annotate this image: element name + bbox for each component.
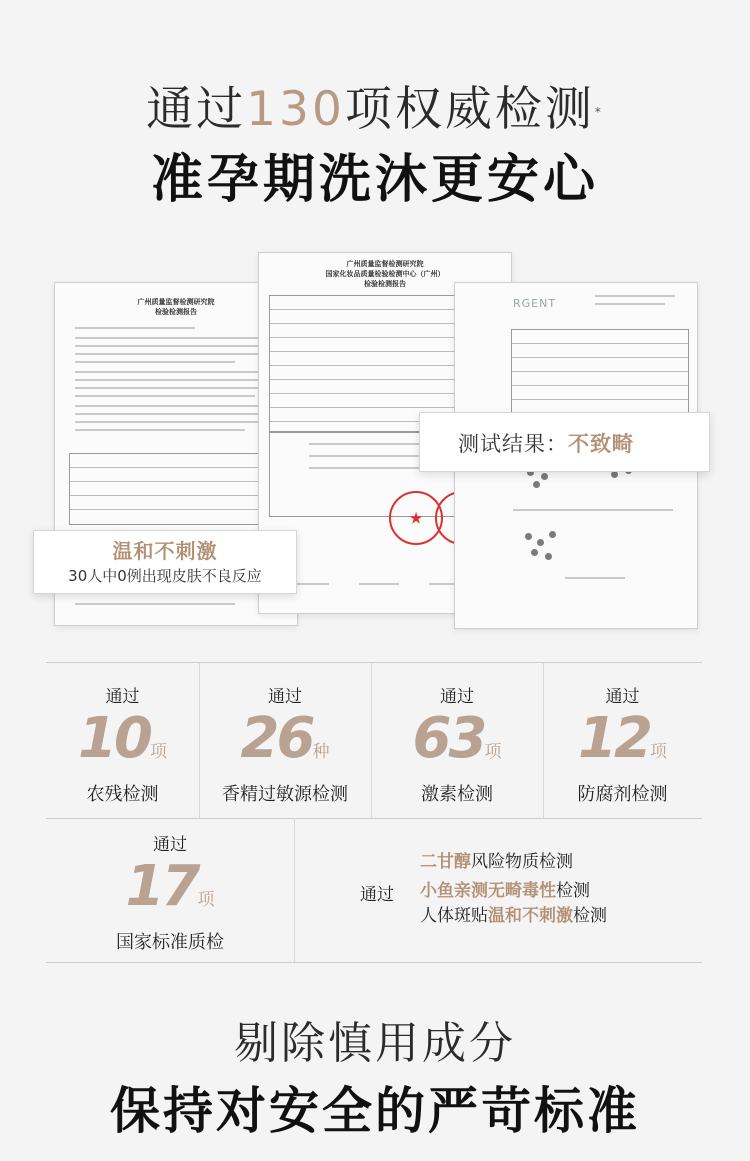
test-patch: 人体斑贴温和不刺激检测 bbox=[420, 906, 607, 926]
test-teratogenicity: 小鱼亲测无畸毒性检测 bbox=[420, 881, 590, 901]
report-left-title: 检验检测报告 bbox=[155, 308, 197, 316]
test-diethylene-glycol: 二甘醇风险物质检测 bbox=[420, 852, 573, 872]
mild-subtitle: 30人中0例出现皮肤不良反应 bbox=[68, 567, 262, 585]
report-mid-title: 检验检测报告 bbox=[364, 280, 406, 288]
stat-pesticide: 通过 10项 农残检测 bbox=[46, 686, 199, 807]
stat-fragrance-allergen: 通过 26种 香精过敏源检测 bbox=[199, 686, 371, 807]
red-seal-stamp: ★ bbox=[389, 491, 443, 545]
headline-pregnancy-safe: 准孕期洗沐更安心 bbox=[150, 150, 599, 210]
stat-number: 10 bbox=[78, 706, 150, 771]
mild-title: 温和不刺激 bbox=[112, 539, 218, 563]
report-left-institute: 广州质量监督检测研究院 bbox=[137, 298, 215, 306]
footer-remove-ingredients: 剔除慎用成分 bbox=[234, 1018, 516, 1069]
stat-hormone: 通过 63项 激素检测 bbox=[371, 686, 543, 807]
stat-number: 12 bbox=[578, 706, 650, 771]
footnote-mark: * bbox=[594, 105, 604, 119]
result-value: 不致畸 bbox=[568, 432, 634, 456]
report-mid-institute: 广州质量监督检测研究院 bbox=[346, 260, 424, 268]
stat-label: 农残检测 bbox=[86, 784, 159, 805]
headline-suffix: 项权威检测 bbox=[344, 82, 595, 137]
stat-label: 香精过敏源检测 bbox=[222, 784, 348, 805]
stat-number: 26 bbox=[240, 706, 313, 771]
result-label: 测试结果： bbox=[458, 432, 568, 456]
stat-label: 防腐剂检测 bbox=[577, 784, 668, 805]
stat-label: 国家标准质检 bbox=[116, 932, 224, 953]
callout-mild bbox=[33, 530, 297, 594]
report-mid-center: 国家化妆品质量检验检测中心（广州） bbox=[325, 270, 445, 278]
stat-national-standard: 通过 17项 国家标准质检 bbox=[46, 834, 294, 955]
stat-label: 激素检测 bbox=[421, 784, 493, 805]
lab-logo: RGENT bbox=[513, 297, 557, 310]
stat-preservative: 通过 12项 防腐剂检测 bbox=[543, 686, 702, 807]
callout-test-result bbox=[419, 412, 710, 472]
headline-number: 130 bbox=[246, 82, 345, 137]
stat-number: 17 bbox=[125, 854, 198, 919]
footer-strict-standard: 保持对安全的严苛标准 bbox=[110, 1082, 640, 1140]
headline-tests-count bbox=[0, 80, 750, 140]
headline-prefix: 通过 bbox=[146, 82, 247, 137]
stat-number: 63 bbox=[412, 706, 485, 771]
tests-via-label: 通过 bbox=[360, 885, 394, 905]
